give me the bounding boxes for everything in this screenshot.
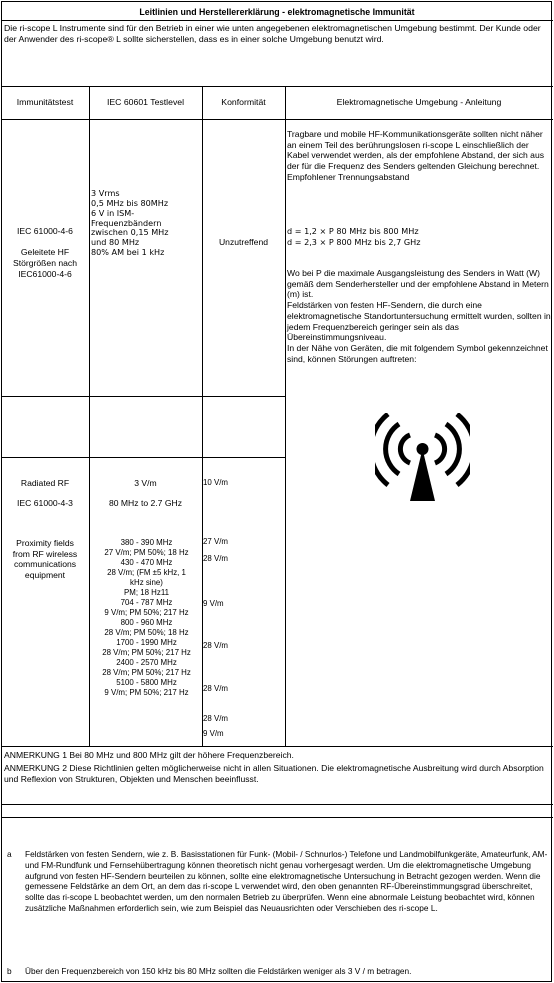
footnote-a-marker: a bbox=[7, 849, 12, 859]
separation-formula-2: d = 2,3 × P 800 MHz bis 2,7 GHz bbox=[287, 237, 421, 247]
divider bbox=[1, 804, 553, 805]
conformity-value: 9 V/m bbox=[203, 729, 224, 738]
header-test-level: IEC 60601 Testlevel bbox=[106, 97, 185, 107]
note-2: ANMERKUNG 2 Diese Richtlinien gelten möglicherweise nicht in allen Situationen. Die elektromagnetische Ausbreitung wird durch Absorption und Reflexion von Strukturen, Objekten und Menschen beeinflusst. bbox=[4, 763, 544, 785]
radiated-rf-range: 80 MHz to 2.7 GHz bbox=[108, 498, 183, 508]
header-guidance: Elektromagnetische Umgebung - Anleitung bbox=[336, 97, 502, 107]
header-immunity-test: Immunitätstest bbox=[16, 97, 74, 107]
radiated-rf-test: Radiated RF bbox=[20, 478, 70, 488]
intro-paragraph: Die ri-scope L Instrumente sind für den Betrieb in einer wie unten angegebenen elektromagnetischen Umgebung bestimmt. Der Kunde oder der Anwender des ri-scope® L sollte sicherstellen, dass es in einer solche Umgebung benutzt wird. bbox=[4, 23, 541, 45]
conformity-value: 28 V/m bbox=[203, 714, 228, 723]
conformity-value: 28 V/m bbox=[203, 641, 228, 650]
separation-formula-1: d = 1,2 × P 80 MHz bis 800 MHz bbox=[287, 226, 419, 236]
conformity-value: 28 V/m bbox=[203, 554, 228, 563]
divider bbox=[1, 817, 553, 818]
note-1: ANMERKUNG 1 Bei 80 MHz und 800 MHz gilt der höhere Frequenzbereich. bbox=[4, 750, 294, 760]
radiated-rf-level: 3 V/m bbox=[134, 478, 157, 488]
footnote-b: Über den Frequenzbereich von 150 kHz bis 80 MHz sollten die Feldstärken weniger als 3 V / m betragen. bbox=[25, 966, 412, 976]
footnote-a: Feldstärken von festen Sendern, wie z. B. Basisstationen für Funk- (Mobil- / Schnurlos-) Telefone und Landmobilfunkgeräte, Amateurfunk, AM- und FM-Rundfunk und Fernsehübertragung können theoretisch nicht genau vorhergesagt werden. Um die elektromagnetische Umgebung aufgrund von festen HF-Sendern beurteilen zu können, sollte eine elektromagnetische Untersuchung in Betracht gezogen werden. Wenn die gemessene Feldstärke an dem Ort, an dem das ri-scope L verwendet wird, den oben genannten RF-Übereinstimmungsgrad überschreitet, sollte das ri-scope L beobachtet werden, um den normalen Betrieb zu überprüfen. Wenn eine abnormale Leistung beobachtet wird, können zusätzliche Maßnahmen erforderlich sein, wie zum Beispiel das Neuausrichten oder Verschieben des ri-scope L. bbox=[25, 849, 548, 913]
non-ionizing-radiation-icon bbox=[375, 413, 470, 501]
conformity-value: 10 V/m bbox=[203, 478, 228, 487]
proximity-fields-test: Proximity fields from RF wireless communications equipment bbox=[12, 538, 78, 581]
conducted-rf-test: IEC 61000-4-6 Geleitete HF Störgrößen nach IEC61000-4-6 bbox=[12, 226, 77, 279]
divider bbox=[1, 20, 553, 21]
divider bbox=[1, 746, 553, 747]
radiated-rf-standard: IEC 61000-4-3 bbox=[17, 498, 73, 508]
guidance-paragraph-2: Wo bei P die maximale Ausgangsleistung des Senders in Watt (W) gemäß dem Senderhersteller und der empfohlene Abstand in Metern (m) ist. Feldstärken von festen HF-Sendern, die durch eine elektromagnetische Standortuntersuchung ermittelt wurden, sollten in jedem Frequenzbereich geringer sein als das Übereinstimmungsniveau. In der Nähe von Geräten, die mit folgendem Symbol gekennzeichnet sind, können Störungen auftreten: bbox=[287, 268, 551, 364]
guidance-paragraph-1: Tragbare und mobile HF-Kommunikationsgeräte sollten nicht näher an einem Teil des berührungslosen ri-scope L einschließlich der Kabel verwendet werden, als der empfohlene Abstand, der sich aus der für die Frequenz des Senders geltenden Gleichung berechnet. Empfohlener Trennungsabstand bbox=[287, 129, 545, 182]
proximity-fields-levels: 380 - 390 MHz 27 V/m; PM 50%; 18 Hz 430 - 470 MHz 28 V/m; (FM ±5 kHz, 1 kHz sine) PM; 18 Hz11 704 - 787 MHz 9 V/m; PM 50%; 217 Hz 800 - 960 MHz 28 V/m; PM 50%; 18 Hz 1700 - 1990 MHz 28 V/m; PM 50%; 217 Hz 2400 - 2570 MHz 28 V/m; PM 50%; 217 Hz 5100 - 5800 MHz 9 V/m; PM 50%; 217 Hz bbox=[102, 538, 191, 698]
conducted-rf-conformity: Unzutreffend bbox=[218, 237, 269, 247]
divider bbox=[1, 396, 285, 397]
footnote-b-marker: b bbox=[7, 966, 12, 976]
conformity-value: 27 V/m bbox=[203, 537, 228, 546]
conformity-value: 28 V/m bbox=[203, 684, 228, 693]
conducted-rf-level: 3 Vrms 0,5 MHz bis 80MHz 6 V in ISM- Frequenzbändern zwischen 0,15 MHz und 80 MHz 80% AM bei 1 kHz bbox=[91, 188, 169, 258]
divider bbox=[1, 119, 553, 120]
header-conformity: Konformität bbox=[221, 97, 266, 107]
page-title: Leitlinien und Herstellererklärung - elektromagnetische Immunität bbox=[139, 7, 415, 17]
divider bbox=[1, 86, 553, 87]
conformity-value: 9 V/m bbox=[203, 599, 224, 608]
divider bbox=[1, 457, 285, 458]
column-rule bbox=[285, 86, 286, 746]
